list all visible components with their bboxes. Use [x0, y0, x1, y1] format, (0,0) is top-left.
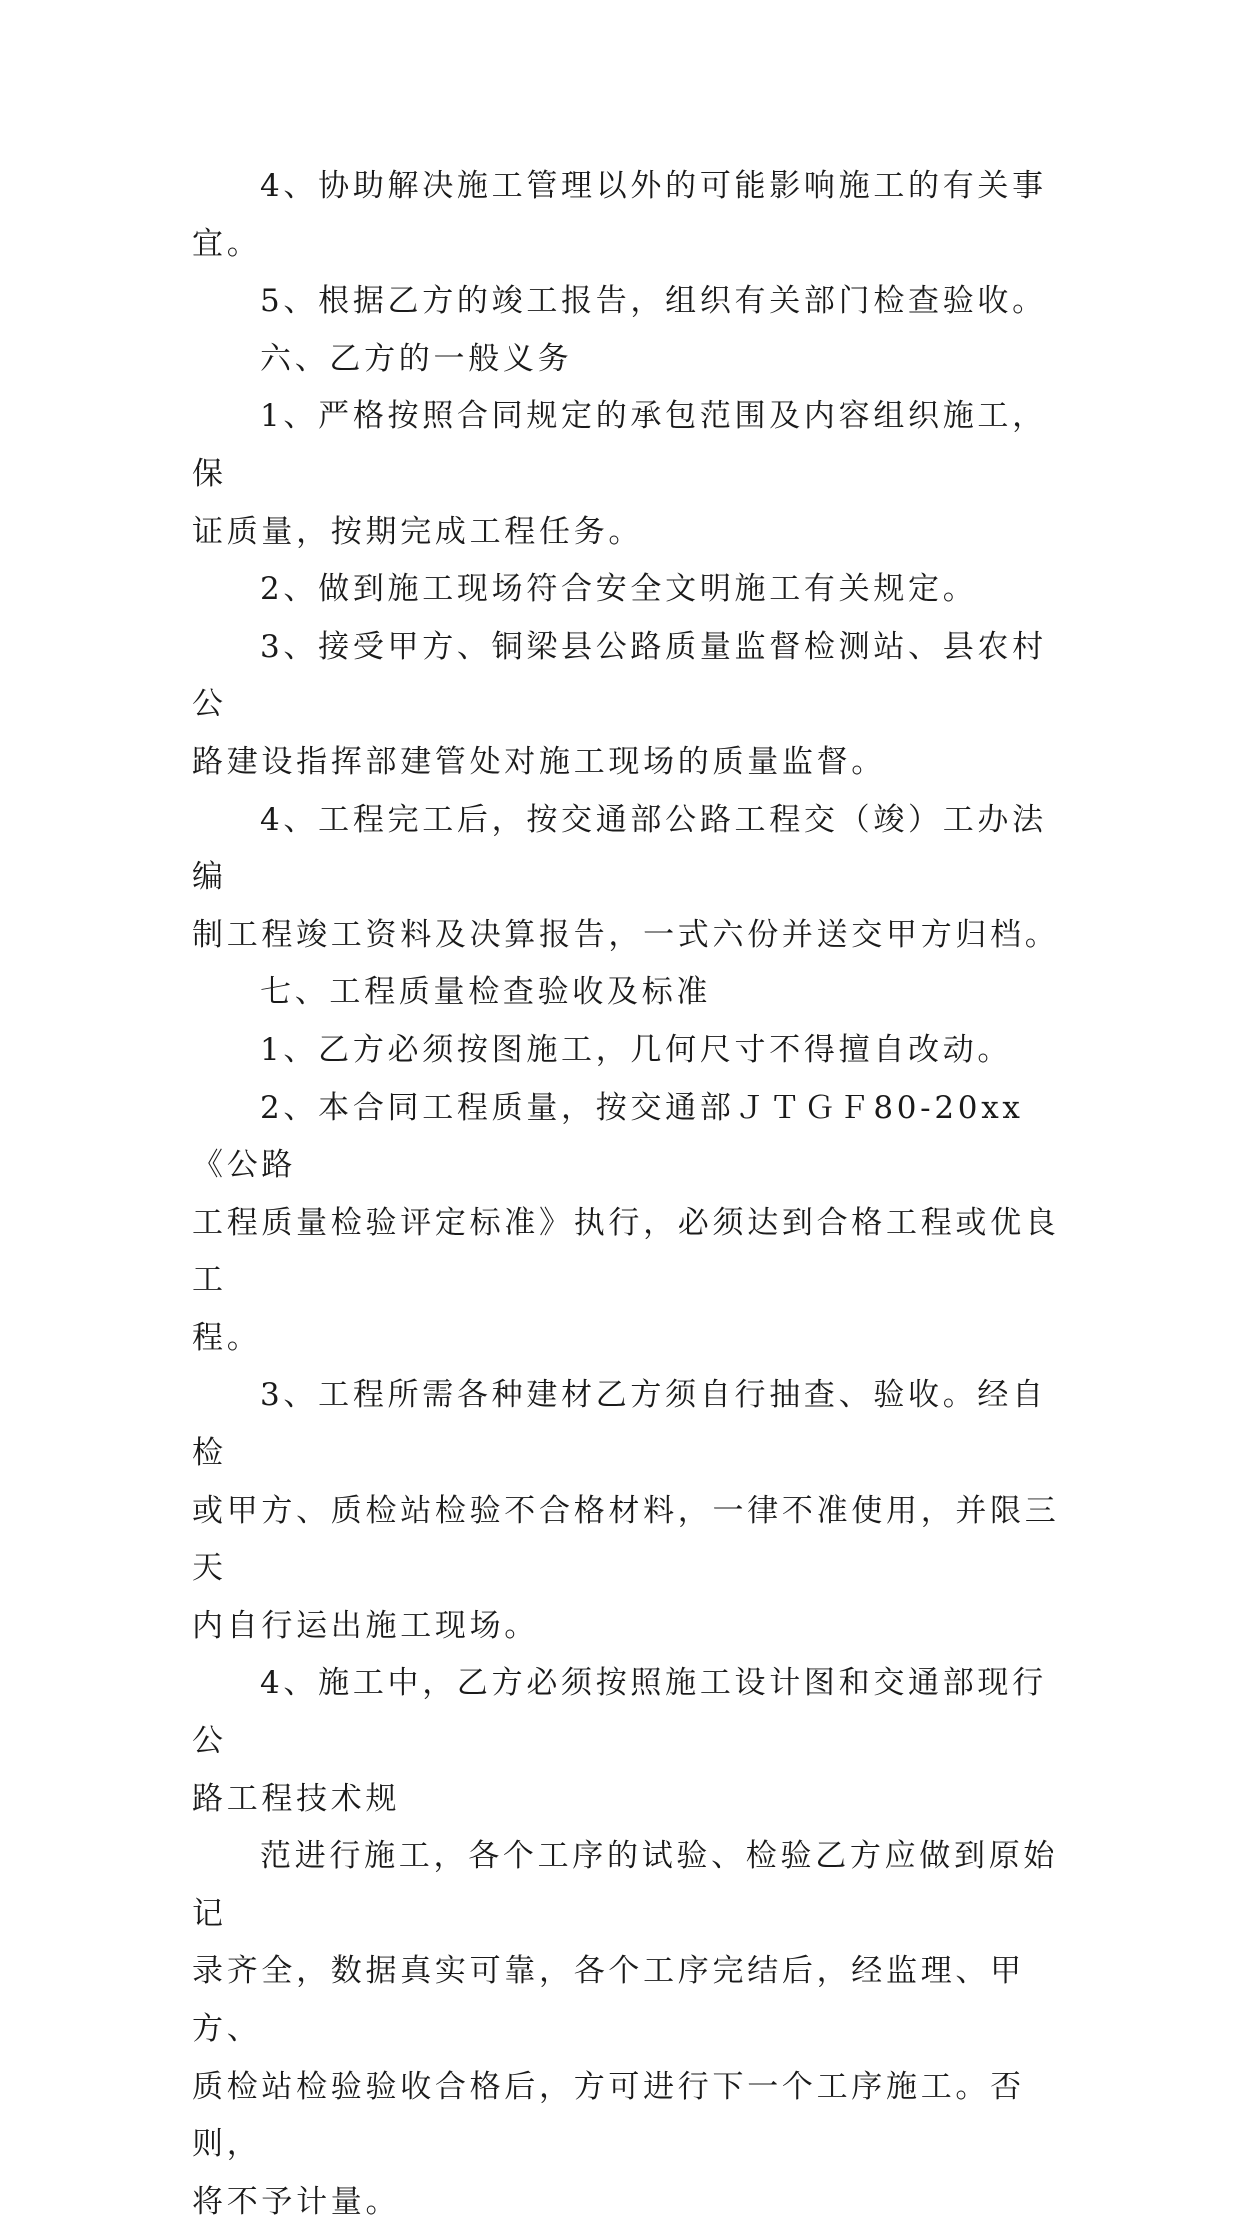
section-heading-contractor-duties: 六、乙方的一般义务: [260, 340, 573, 377]
paragraph-contractor-duty-1: 1、严格按照合同规定的承包范围及内容组织施工，保 证质量，按期完成工程任务。: [192, 398, 1047, 550]
paragraph-contractor-duty-4: 4、工程完工后，按交通部公路工程交（竣）工办法编 制工程竣工资料及决算报告，一式六份并送交甲方归档。: [192, 801, 1060, 953]
paragraph-owner-duty-5: 5、根据乙方的竣工报告，组织有关部门检查验收。: [260, 283, 1047, 320]
document-body: [192, 158, 1072, 2231]
paragraph-owner-duty-4: 4、协助解决施工管理以外的可能影响施工的有关事宜。: [192, 168, 1047, 262]
section-heading-quality-inspection: 七、工程质量检查验收及标准: [260, 974, 712, 1011]
paragraph-quality-4: 4、施工中，乙方必须按照施工设计图和交通部现行公 路工程技术规: [192, 1665, 1047, 1817]
paragraph-quality-3: 3、工程所需各种建材乙方须自行抽查、验收。经自检 或甲方、质检站检验不合格材料，一律不准使用，并限三天 内自行运出施工现场。: [192, 1377, 1060, 1644]
paragraph-quality-4-continued: 范进行施工，各个工序的试验、检验乙方应做到原始记 录齐全，数据真实可靠，各个工序完结后，经监理、甲方、 质检站检验验收合格后，方可进行下一个工序施工。否则， 将不予计量。: [192, 1838, 1059, 2220]
paragraph-quality-1: 1、乙方必须按图施工，几何尺寸不得擅自改动。: [260, 1031, 1013, 1068]
paragraph-quality-2: 2、本合同工程质量，按交通部ＪＴＧＦ80-20xx《公路 工程质量检验评定标准》执行，必须达到合格工程或优良工 程。: [192, 1089, 1060, 1356]
paragraph-contractor-duty-2: 2、做到施工现场符合安全文明施工有关规定。: [260, 571, 978, 608]
paragraph-contractor-duty-3: 3、接受甲方、铜梁县公路质量监督检测站、县农村公 路建设指挥部建管处对施工现场的质量监督。: [192, 628, 1047, 780]
